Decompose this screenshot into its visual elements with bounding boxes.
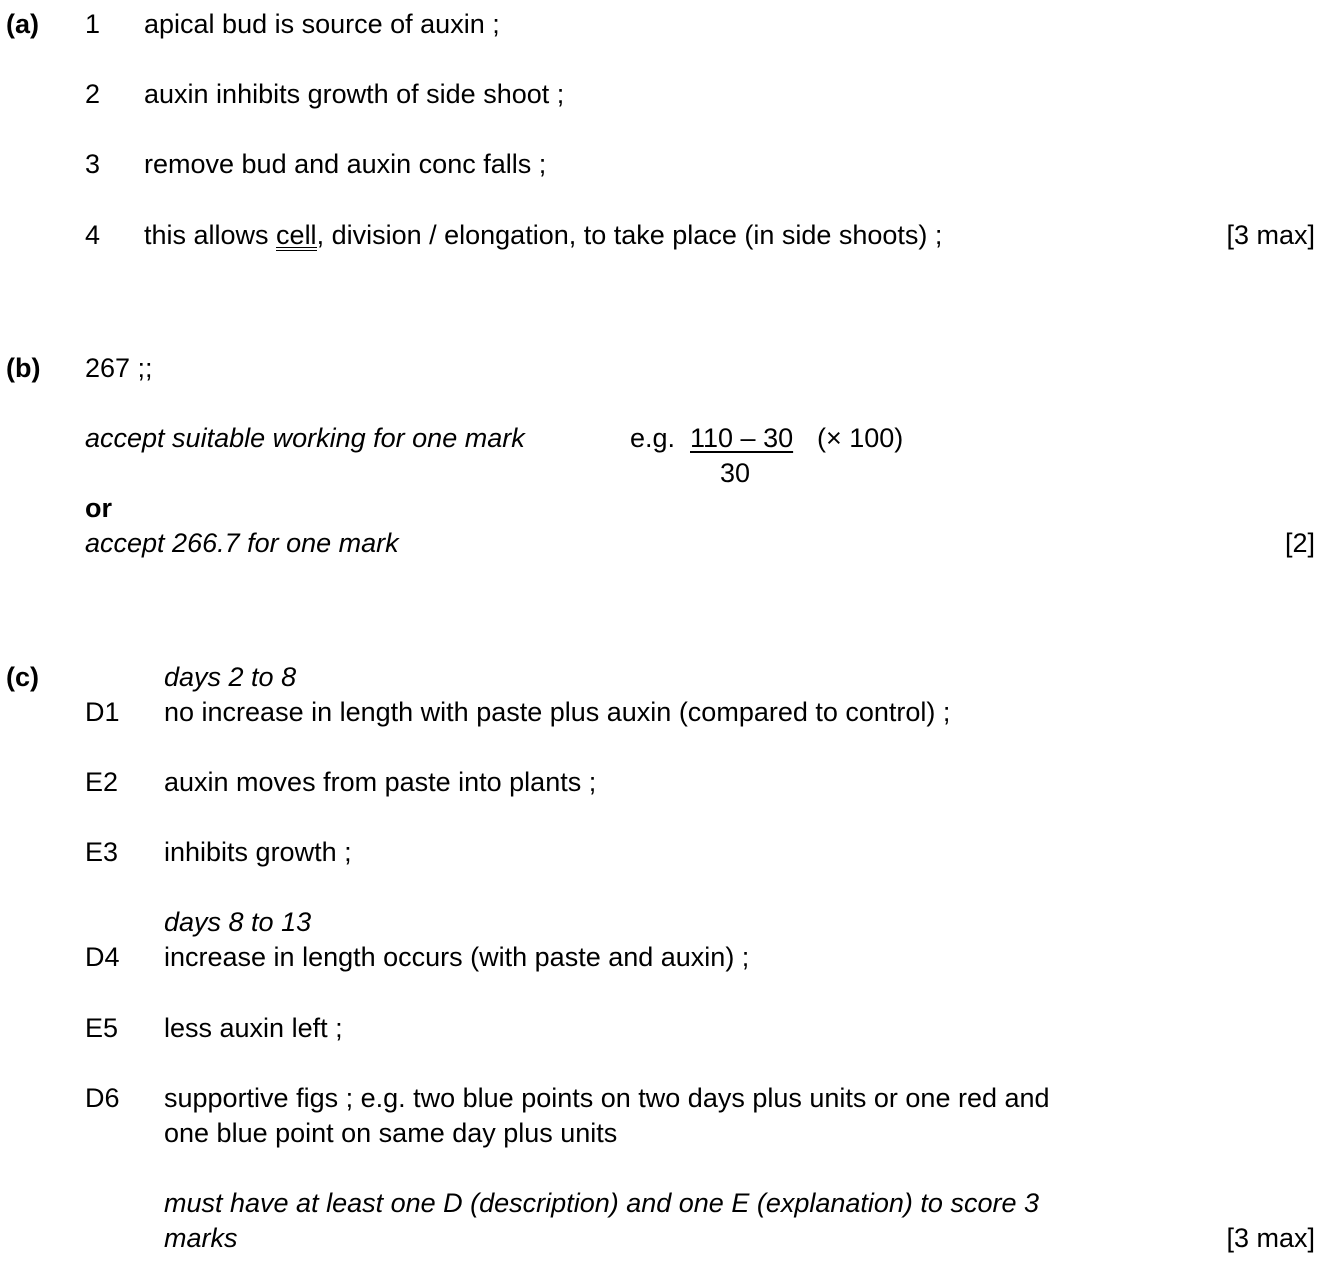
marks-b: [2] (1284, 528, 1315, 558)
part-b-label: (b) (6, 353, 41, 383)
underlined-term: cell (276, 220, 317, 250)
point-number: 3 (85, 149, 101, 179)
point-text: auxin moves from paste into plants ; (164, 767, 597, 797)
point-text-continued: one blue point on same day plus units (164, 1118, 618, 1148)
point-text: no increase in length with paste plus auxin (compared to control) ; (164, 697, 951, 727)
section-heading: days 2 to 8 (164, 662, 297, 692)
fraction-numerator: 110 – 30 (690, 423, 794, 453)
point-text: supportive figs ; e.g. two blue points on two days plus units or one red and (164, 1083, 1050, 1113)
guidance-note: accept 266.7 for one mark (85, 528, 399, 558)
point-text: apical bud is source of auxin ; (144, 9, 500, 39)
point-text-pre: this allows (144, 220, 277, 250)
multiplier: (× 100) (817, 423, 904, 453)
point-code: E3 (85, 837, 119, 867)
guidance-note: must have at least one D (description) and one E (explanation) to score 3 (164, 1188, 1039, 1218)
point-text-post: , division / elongation, to take place (in side shoots) ; (316, 220, 943, 250)
point-text: remove bud and auxin conc falls ; (144, 149, 547, 179)
example-label: e.g. (630, 423, 676, 453)
marks-a: [3 max] (1226, 220, 1315, 250)
answer: 267 ;; (85, 353, 153, 383)
fraction-denominator: 30 (720, 458, 751, 488)
guidance-note-continued: marks (164, 1223, 238, 1253)
point-code: D1 (85, 697, 120, 727)
point-text: less auxin left ; (164, 1013, 343, 1043)
point-number: 1 (85, 9, 101, 39)
point-text: increase in length occurs (with paste and auxin) ; (164, 942, 750, 972)
point-code: E5 (85, 1013, 119, 1043)
point-code: D4 (85, 942, 120, 972)
or-connector: or (85, 493, 112, 523)
point-number: 4 (85, 220, 101, 250)
point-number: 2 (85, 79, 101, 109)
point-text (144, 219, 942, 251)
point-code: D6 (85, 1083, 120, 1113)
marks-c: [3 max] (1226, 1223, 1315, 1253)
section-heading: days 8 to 13 (164, 907, 312, 937)
point-text: inhibits growth ; (164, 837, 352, 867)
part-a-label: (a) (6, 9, 39, 39)
part-c-label: (c) (6, 662, 39, 692)
point-text: auxin inhibits growth of side shoot ; (144, 79, 565, 109)
guidance-note: accept suitable working for one mark (85, 423, 525, 453)
point-code: E2 (85, 767, 119, 797)
